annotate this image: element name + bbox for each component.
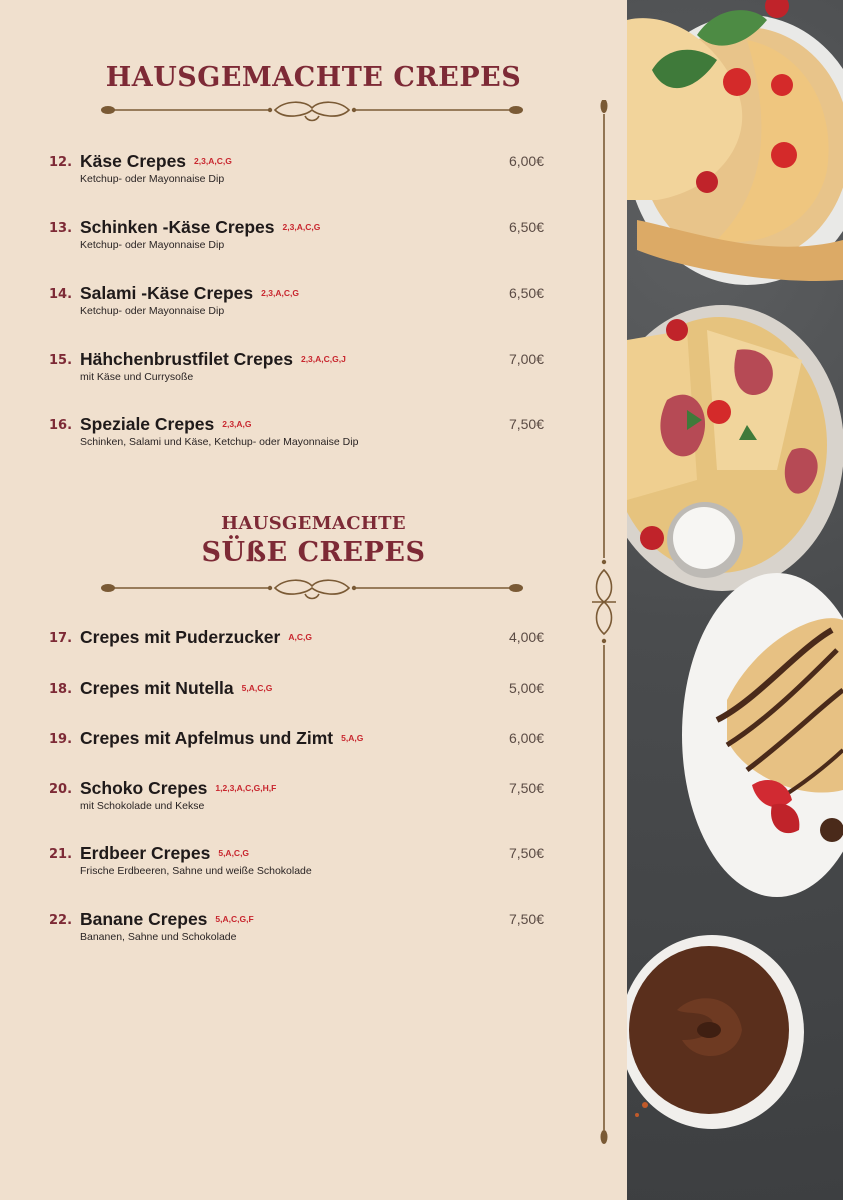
item-price: 5,00€ (508, 680, 544, 696)
menu-item-15 (49, 349, 549, 389)
plate-chocolate-crepes (682, 573, 843, 897)
menu-item-16 (49, 414, 549, 454)
section-title-sweet: SÜßE CREPES (201, 537, 426, 568)
item-allergens: 2,3,A,C,G,J (300, 354, 346, 364)
item-allergens: 2,3,A,G (222, 419, 252, 429)
item-price: 6,50€ (508, 219, 544, 235)
item-number: 14. (49, 287, 73, 302)
item-allergens: 2,3,A,C,G (282, 222, 321, 232)
item-price: 7,50€ (508, 416, 544, 432)
ornament-divider (100, 98, 524, 124)
menu-item-19 (49, 728, 549, 768)
menu-item-21 (49, 843, 549, 883)
item-number: 12. (49, 155, 73, 170)
item-description: Ketchup- oder Mayonnaise Dip (80, 173, 225, 185)
item-description: Frische Erdbeeren, Sahne und weiße Schokolade (80, 865, 312, 877)
item-number: 21. (49, 847, 73, 862)
item-price: 7,50€ (508, 845, 544, 861)
item-description: Ketchup- oder Mayonnaise Dip (80, 305, 225, 317)
item-description: mit Schokolade und Kekse (80, 800, 205, 812)
item-number: 15. (49, 353, 73, 368)
item-price: 7,50€ (508, 911, 544, 927)
menu-item-17 (49, 627, 549, 667)
item-price: 6,00€ (508, 730, 544, 746)
section-title-savory: HAUSGEMACHTE CREPES (105, 62, 522, 93)
item-description: Schinken, Salami und Käse, Ketchup- oder Mayonnaise Dip (80, 436, 359, 448)
item-number: 18. (49, 682, 73, 697)
item-price: 7,00€ (508, 351, 544, 367)
item-allergens: 5,A,C,G (218, 848, 250, 858)
item-name: Käse Crepes 2,3,A,C,G (80, 151, 232, 171)
item-name: Speziale Crepes 2,3,A,G (80, 414, 252, 434)
item-allergens: 2,3,A,C,G (261, 288, 299, 298)
item-description: Bananen, Sahne und Schokolade (80, 931, 237, 943)
plate-crepes-tomatoes (627, 0, 843, 285)
item-price: 6,50€ (508, 285, 544, 301)
item-number: 19. (49, 732, 73, 747)
item-allergens: 5,A,G (341, 733, 364, 743)
menu-item-13 (49, 217, 549, 257)
chocolate-bowl (627, 935, 804, 1129)
item-name: Schinken -Käse Crepes 2,3,A,C,G (80, 217, 321, 237)
item-name: Crepes mit Nutella 5,A,C,G (80, 678, 273, 698)
food-photo-panel (627, 0, 843, 1200)
item-allergens: 5,A,C,G (241, 683, 273, 693)
item-number: 17. (49, 631, 73, 646)
crepes-photo-illustration (627, 0, 843, 1200)
item-name: Crepes mit Puderzucker A,C,G (80, 627, 312, 647)
ornament-divider (100, 576, 524, 602)
vertical-ornament-line (586, 100, 618, 1145)
item-name: Crepes mit Apfelmus und Zimt 5,A,G (80, 728, 364, 748)
item-allergens: A,C,G (288, 632, 312, 642)
item-price: 7,50€ (508, 780, 544, 796)
menu-item-14 (49, 283, 549, 323)
item-number: 20. (49, 782, 73, 797)
item-name: Schoko Crepes 1,2,3,A,C,G,H,F (80, 778, 277, 798)
section-subtitle-sweet: HAUSGEMACHTE (221, 513, 406, 534)
item-number: 13. (49, 221, 73, 236)
menu-item-12 (49, 151, 549, 191)
item-name: Salami -Käse Crepes 2,3,A,C,G (80, 283, 299, 303)
item-price: 4,00€ (508, 629, 544, 645)
item-number: 16. (49, 418, 73, 433)
item-allergens: 5,A,C,G,F (215, 914, 254, 924)
menu-item-20 (49, 778, 549, 818)
item-description: mit Käse und Currysoße (80, 371, 194, 383)
item-description: Ketchup- oder Mayonnaise Dip (80, 239, 225, 251)
item-number: 22. (49, 913, 73, 928)
menu-item-22 (49, 909, 549, 949)
item-name: Erdbeer Crepes 5,A,C,G (80, 843, 250, 863)
item-allergens: 2,3,A,C,G (194, 156, 232, 166)
plate-ham-crepes (627, 305, 843, 591)
item-allergens: 1,2,3,A,C,G,H,F (215, 783, 277, 793)
menu-item-18 (49, 678, 549, 718)
item-price: 6,00€ (508, 153, 544, 169)
item-name: Hähchenbrustfilet Crepes 2,3,A,C,G,J (80, 349, 346, 369)
item-name: Banane Crepes 5,A,C,G,F (80, 909, 254, 929)
